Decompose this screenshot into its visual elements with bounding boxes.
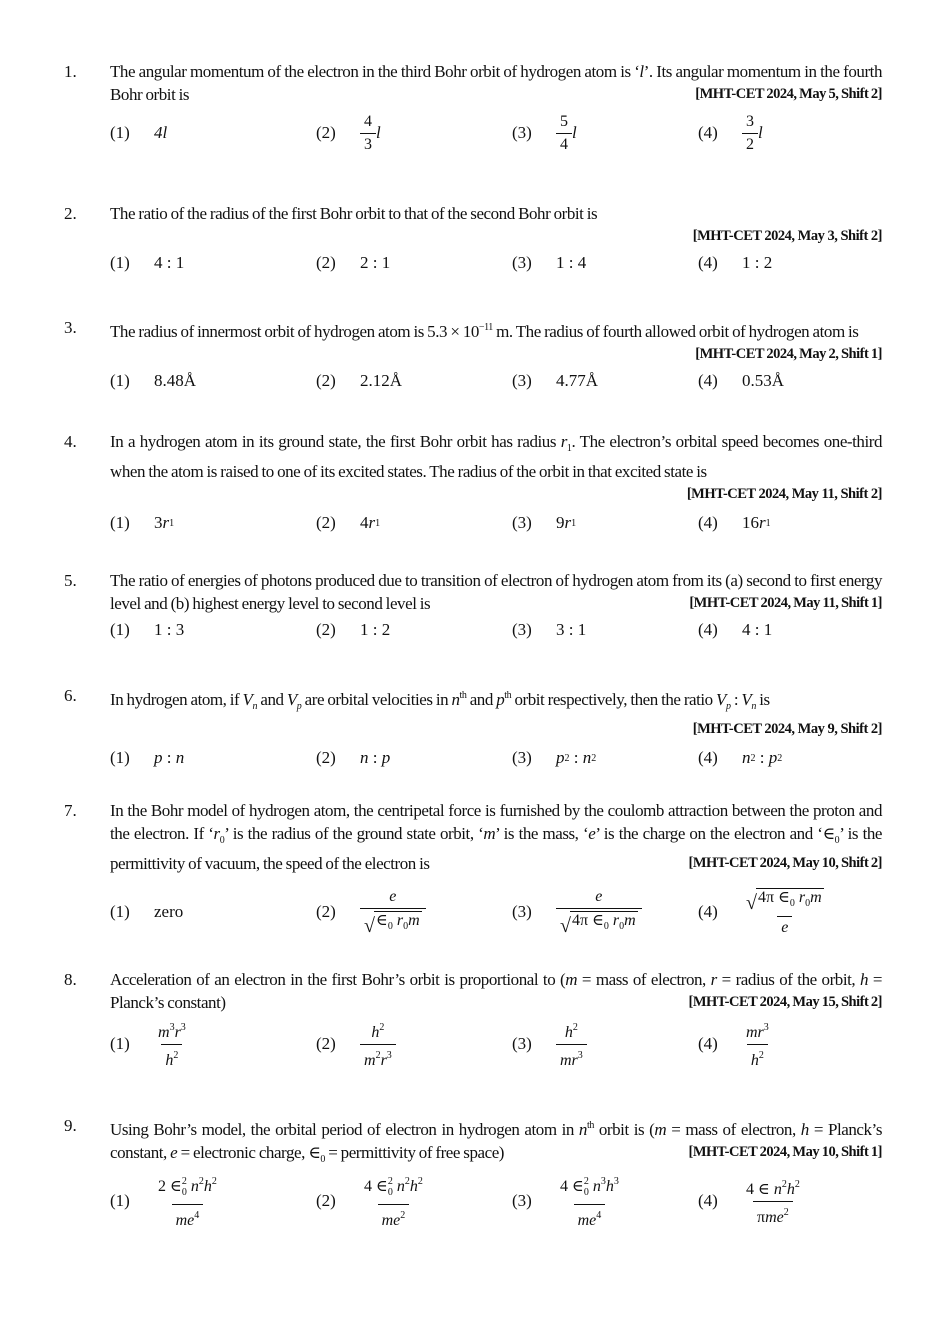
question-text: The ratio of energies of photons produced due to transition of electron of hydrogen atom from its (a) second to first energy level and (b) highest energy level to second level is [MHT-CET 2024, May 11, Shift 1]	[110, 571, 882, 613]
option-2[interactable]: (2) 2.12Å	[316, 371, 403, 390]
option-4[interactable]: (4) n 2 : p 2	[698, 748, 783, 767]
exam-source: [MHT-CET 2024, May 9, Shift 2]	[692, 721, 882, 737]
option-2[interactable]: (2) 2 : 1	[316, 253, 391, 272]
question-number: 7.	[64, 801, 77, 820]
question-number: 1.	[64, 62, 77, 81]
option-4[interactable]: (4) 16 r 1	[698, 513, 771, 532]
option-3[interactable]: (3) p 2 : n 2	[512, 748, 597, 767]
option-4[interactable]: (4) $\frac{4 \in n^2h^2}{\pi me^2}$	[698, 1178, 800, 1226]
options	[110, 108, 882, 158]
option-1[interactable]: (1) p : n	[110, 748, 185, 767]
question-text: The ratio of the radius of the first Bohr orbit to that of the second Bohr orbit is	[110, 204, 598, 223]
options	[110, 506, 882, 540]
question-number: 2.	[64, 204, 77, 223]
options	[110, 248, 882, 278]
question-text: In hydrogen atom, if $V_n$ and $V_p$ are orbital velocities in $n^{th}$ and $p^{th}$ orbit respectively, then the ratio $V_p$ : $V_n$ is	[110, 690, 770, 712]
options	[110, 1173, 882, 1229]
option-4[interactable]: (4) $\frac{mr^3}{h^2}$	[698, 1021, 769, 1069]
question-number: 3.	[64, 318, 77, 337]
option-3[interactable]: (3) 1 : 4	[512, 253, 587, 272]
option-2[interactable]: (2) $\frac{4 \in^2_0 n^2h^2}{me^2}$	[316, 1175, 423, 1229]
question-number: 4.	[64, 432, 77, 451]
question-number: 6.	[64, 686, 77, 705]
exam-source: [MHT-CET 2024, May 2, Shift 1]	[695, 346, 882, 362]
option-3[interactable]: (3) $\frac{5}{4}$ l	[512, 112, 577, 153]
option-3[interactable]: (3) $\frac{4 \in^2_0 n^3h^3}{me^4}$	[512, 1175, 619, 1229]
option-1[interactable]: (1) zero	[110, 902, 184, 921]
question-text: Using Bohr’s model, the orbital period of electron in hydrogen atom in $n^{th}$ orbit is (m = mass of electron, h = Planck’s constant, e = electronic charge, $\in_0$ = permittivity of free space) [MHT-CET 2024, May 10, Shift 1]	[110, 1120, 882, 1165]
option-1[interactable]: (1) 1 : 3	[110, 620, 185, 639]
option-4[interactable]: (4) 1 : 2	[698, 253, 773, 272]
options	[110, 741, 882, 775]
exam-source: [MHT-CET 2024, May 15, Shift 2]	[688, 994, 882, 1010]
question-number: 8.	[64, 970, 77, 989]
options	[110, 1016, 882, 1072]
option-2[interactable]: (2) $\frac{h^2}{m^2r^3}$	[316, 1016, 396, 1072]
option-1[interactable]: (1) $\frac{m^3r^3}{h^2}$	[110, 1021, 186, 1069]
option-3[interactable]: (3) 4.77Å	[512, 371, 599, 390]
options	[110, 366, 882, 396]
question-number: 5.	[64, 571, 77, 590]
option-1[interactable]: (1) 4 : 1	[110, 253, 185, 272]
option-3[interactable]: (3) 9 r 1	[512, 513, 577, 532]
exam-source: [MHT-CET 2024, May 10, Shift 2]	[688, 855, 882, 871]
option-2[interactable]: (2) e √ $\in_0$ $r_0m$	[316, 881, 426, 943]
options	[110, 615, 882, 645]
question-text: In a hydrogen atom in its ground state, the first Bohr orbit has radius $r_1$. The electron’s orbital speed becomes one-third when the atom is raised to one of its excited states. The radius of the orbit in that excited state is	[110, 432, 882, 481]
option-3[interactable]: (3) e √ 4π $\in_0$ $r_0m$	[512, 881, 642, 943]
options	[110, 881, 882, 943]
option-2[interactable]: (2) $\frac{4}{3}$ l	[316, 112, 381, 153]
option-1[interactable]: (1) 8.48Å	[110, 371, 197, 390]
option-2[interactable]: (2) 1 : 2	[316, 620, 391, 639]
question-number: 9.	[64, 1116, 77, 1135]
option-4[interactable]: (4) 0.53Å	[698, 371, 785, 390]
question-text: The radius of innermost orbit of hydrogen atom is $5.3 \times 10^{-11}$ m. The radius of fourth allowed orbit of hydrogen atom is [MHT-CET 2024, May 2, Shift 1]	[110, 316, 882, 343]
option-2[interactable]: (2) 4 r 1	[316, 513, 381, 532]
option-3[interactable]: (3) 3 : 1	[512, 620, 587, 639]
exam-source: [MHT-CET 2024, May 11, Shift 1]	[689, 595, 882, 611]
option-4[interactable]: (4) 4 : 1	[698, 620, 773, 639]
exam-source: [MHT-CET 2024, May 3, Shift 2]	[692, 228, 882, 244]
exam-source: [MHT-CET 2024, May 5, Shift 2]	[695, 86, 882, 102]
option-1[interactable]: (1) 4l	[110, 123, 168, 142]
exam-source: [MHT-CET 2024, May 11, Shift 2]	[686, 486, 882, 502]
option-2[interactable]: (2) n : p	[316, 748, 391, 767]
question-text: The angular momentum of the electron in the third Bohr orbit of hydrogen atom is ‘l’. Its angular momentum in the fourth Bohr orbit is [MHT-CET 2024, May 5, Shift 2]	[110, 62, 882, 104]
option-4[interactable]: (4) $\frac{3}{2}$ l	[698, 112, 763, 153]
option-1[interactable]: (1) 3 r 1	[110, 513, 175, 532]
exam-source: [MHT-CET 2024, May 10, Shift 1]	[688, 1144, 882, 1160]
option-4[interactable]: (4) √ 4π $\in_0$ $r_0m$ e	[698, 888, 822, 936]
option-3[interactable]: (3) $\frac{h^2}{mr^3}$	[512, 1016, 587, 1072]
question-text: In the Bohr model of hydrogen atom, the centripetal force is furnished by the coulomb attraction between the proton and the electron. If ‘$r_0$’ is the radius of the ground state orbit, ‘m’ is the mass, ‘e’ is the charge on the electron and ‘$\in_0$’ is the permittivity of vacuum, the speed of the electron is [MHT-CET 2024, May 10, Shift 2]	[110, 801, 883, 873]
option-1[interactable]: (1) $\frac{2 \in^2_0 n^2h^2}{me^4}$	[110, 1175, 217, 1229]
question-text: Acceleration of an electron in the first Bohr’s orbit is proportional to (m = mass of electron, r = radius of the orbit, h = Planck’s constant) [MHT-CET 2024, May 15, Shift 2]	[110, 970, 883, 1012]
